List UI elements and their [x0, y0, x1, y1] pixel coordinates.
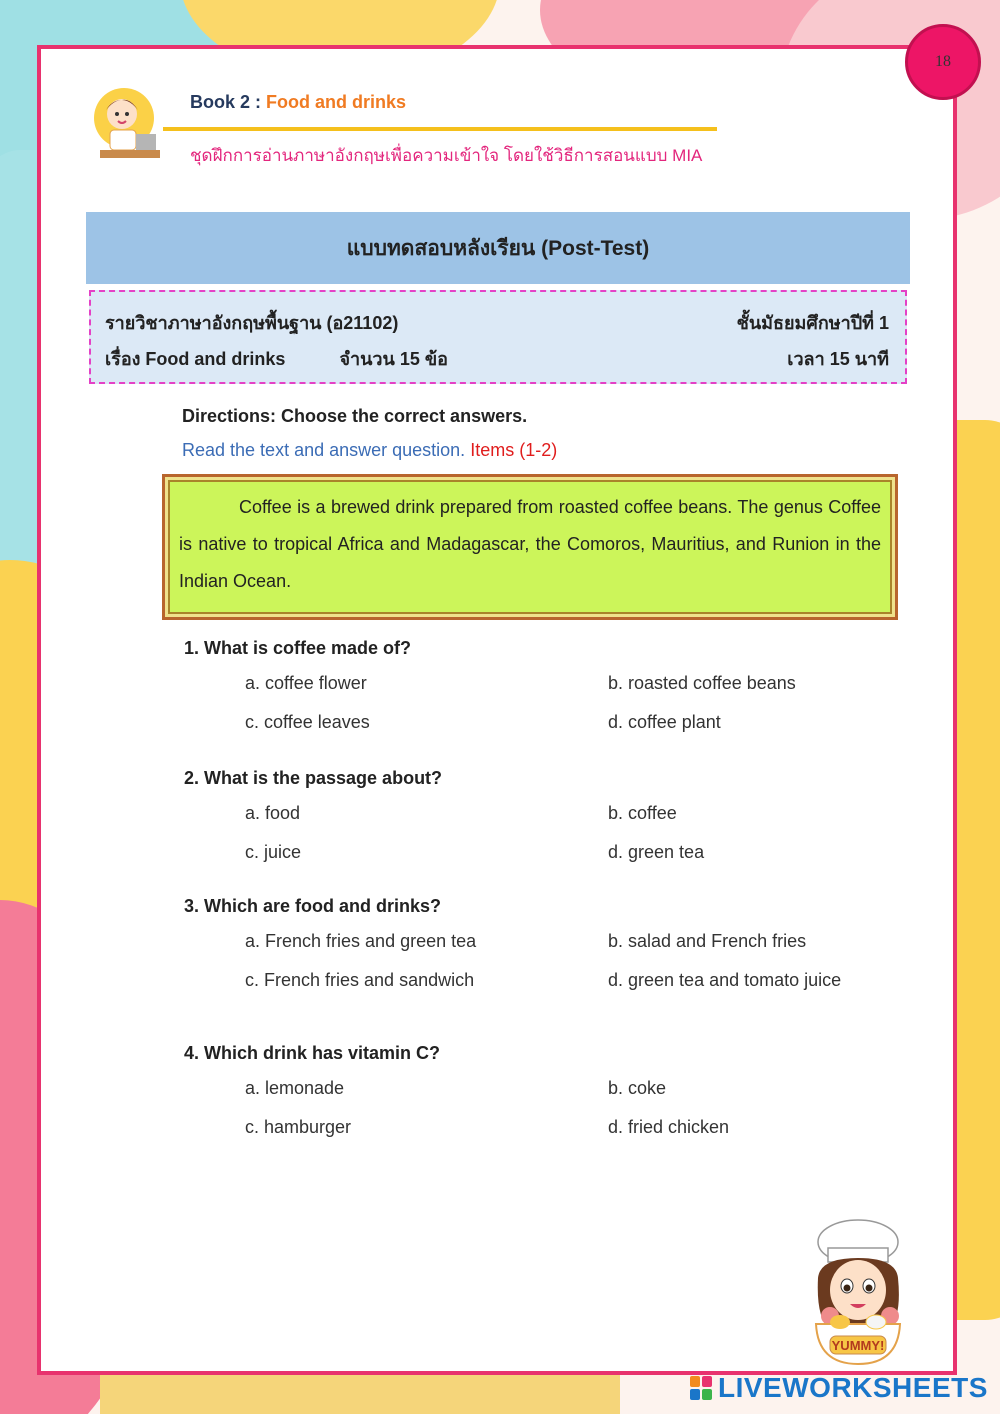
question-count-label: จำนวน 15 ข้อ [339, 349, 448, 369]
q3-option-d[interactable]: d. green tea and tomato juice [608, 970, 842, 990]
q2-option-b[interactable]: b. coffee [608, 803, 677, 823]
q2-option-d[interactable]: d. green tea [608, 842, 705, 862]
q3-option-c[interactable]: c. French fries and sandwich [245, 970, 475, 990]
book-subtitle: ชุดฝึกการอ่านภาษาอังกฤษเพื่อความเข้าใจ โดยใช้วิธีการสอนแบบ MIA [190, 146, 703, 165]
q1-option-d[interactable]: d. coffee plant [608, 712, 721, 732]
q2-option-a[interactable]: a. food [245, 803, 301, 823]
watermark-text: LIVEWORKSHEETS [718, 1372, 988, 1403]
read-instruction-text: Read the text and answer question. [182, 440, 466, 460]
grade-label: ชั้นมัธยมศึกษาปีที่ 1 [736, 313, 889, 333]
directions-text: Directions: Choose the correct answers. [182, 406, 528, 426]
question-1: 1. What is coffee made of? [184, 638, 412, 658]
course-info-box [89, 290, 907, 384]
chef-yummy-illustration [800, 1218, 925, 1368]
page-number: 18 [935, 53, 951, 70]
question-2: 2. What is the passage about? [184, 768, 443, 788]
question-3: 3. Which are food and drinks? [184, 896, 442, 916]
chef-girl-illustration [86, 84, 164, 166]
subject-label: รายวิชาภาษาอังกฤษพื้นฐาน (อ21102) [105, 313, 399, 333]
q3-option-a[interactable]: a. French fries and green tea [245, 931, 477, 951]
q4-option-b[interactable]: b. coke [608, 1078, 667, 1098]
q4-option-c[interactable]: c. hamburger [245, 1117, 352, 1137]
test-title: แบบทดสอบหลังเรียน (Post-Test) [346, 236, 650, 260]
q1-option-a[interactable]: a. coffee flower [245, 673, 367, 693]
q4-option-a[interactable]: a. lemonade [245, 1078, 345, 1098]
topic-label: เรื่อง Food and drinks [105, 349, 286, 369]
book-topic: Food and drinks [266, 92, 407, 112]
yummy-badge-text: YUMMY! [831, 1338, 885, 1353]
book-label: Book 2 : [190, 92, 267, 112]
page-number-badge [905, 24, 981, 100]
q1-option-c[interactable]: c. coffee leaves [245, 712, 370, 732]
liveworksheets-mark-icon [690, 1376, 712, 1400]
book-title [190, 92, 406, 113]
q4-option-d[interactable]: d. fried chicken [608, 1117, 730, 1137]
read-instruction [182, 440, 557, 461]
title-underline [163, 127, 717, 131]
question-4: 4. Which drink has vitamin C? [184, 1043, 441, 1063]
liveworksheets-logo [690, 1372, 988, 1404]
q3-option-b[interactable]: b. salad and French fries [608, 931, 807, 951]
time-label: เวลา 15 นาที [787, 349, 889, 369]
reading-passage: Coffee is a brewed drink prepared from roasted coffee beans. The genus Coffee is native to tropical Africa and Madagascar, the Comoros, Mauritius, and Runion in the Indian Ocean. [162, 474, 898, 620]
q2-option-c[interactable]: c. juice [245, 842, 302, 862]
items-range-label: Items (1-2) [470, 440, 558, 460]
q1-option-b[interactable]: b. roasted coffee beans [608, 673, 796, 693]
test-title-band [86, 212, 910, 284]
